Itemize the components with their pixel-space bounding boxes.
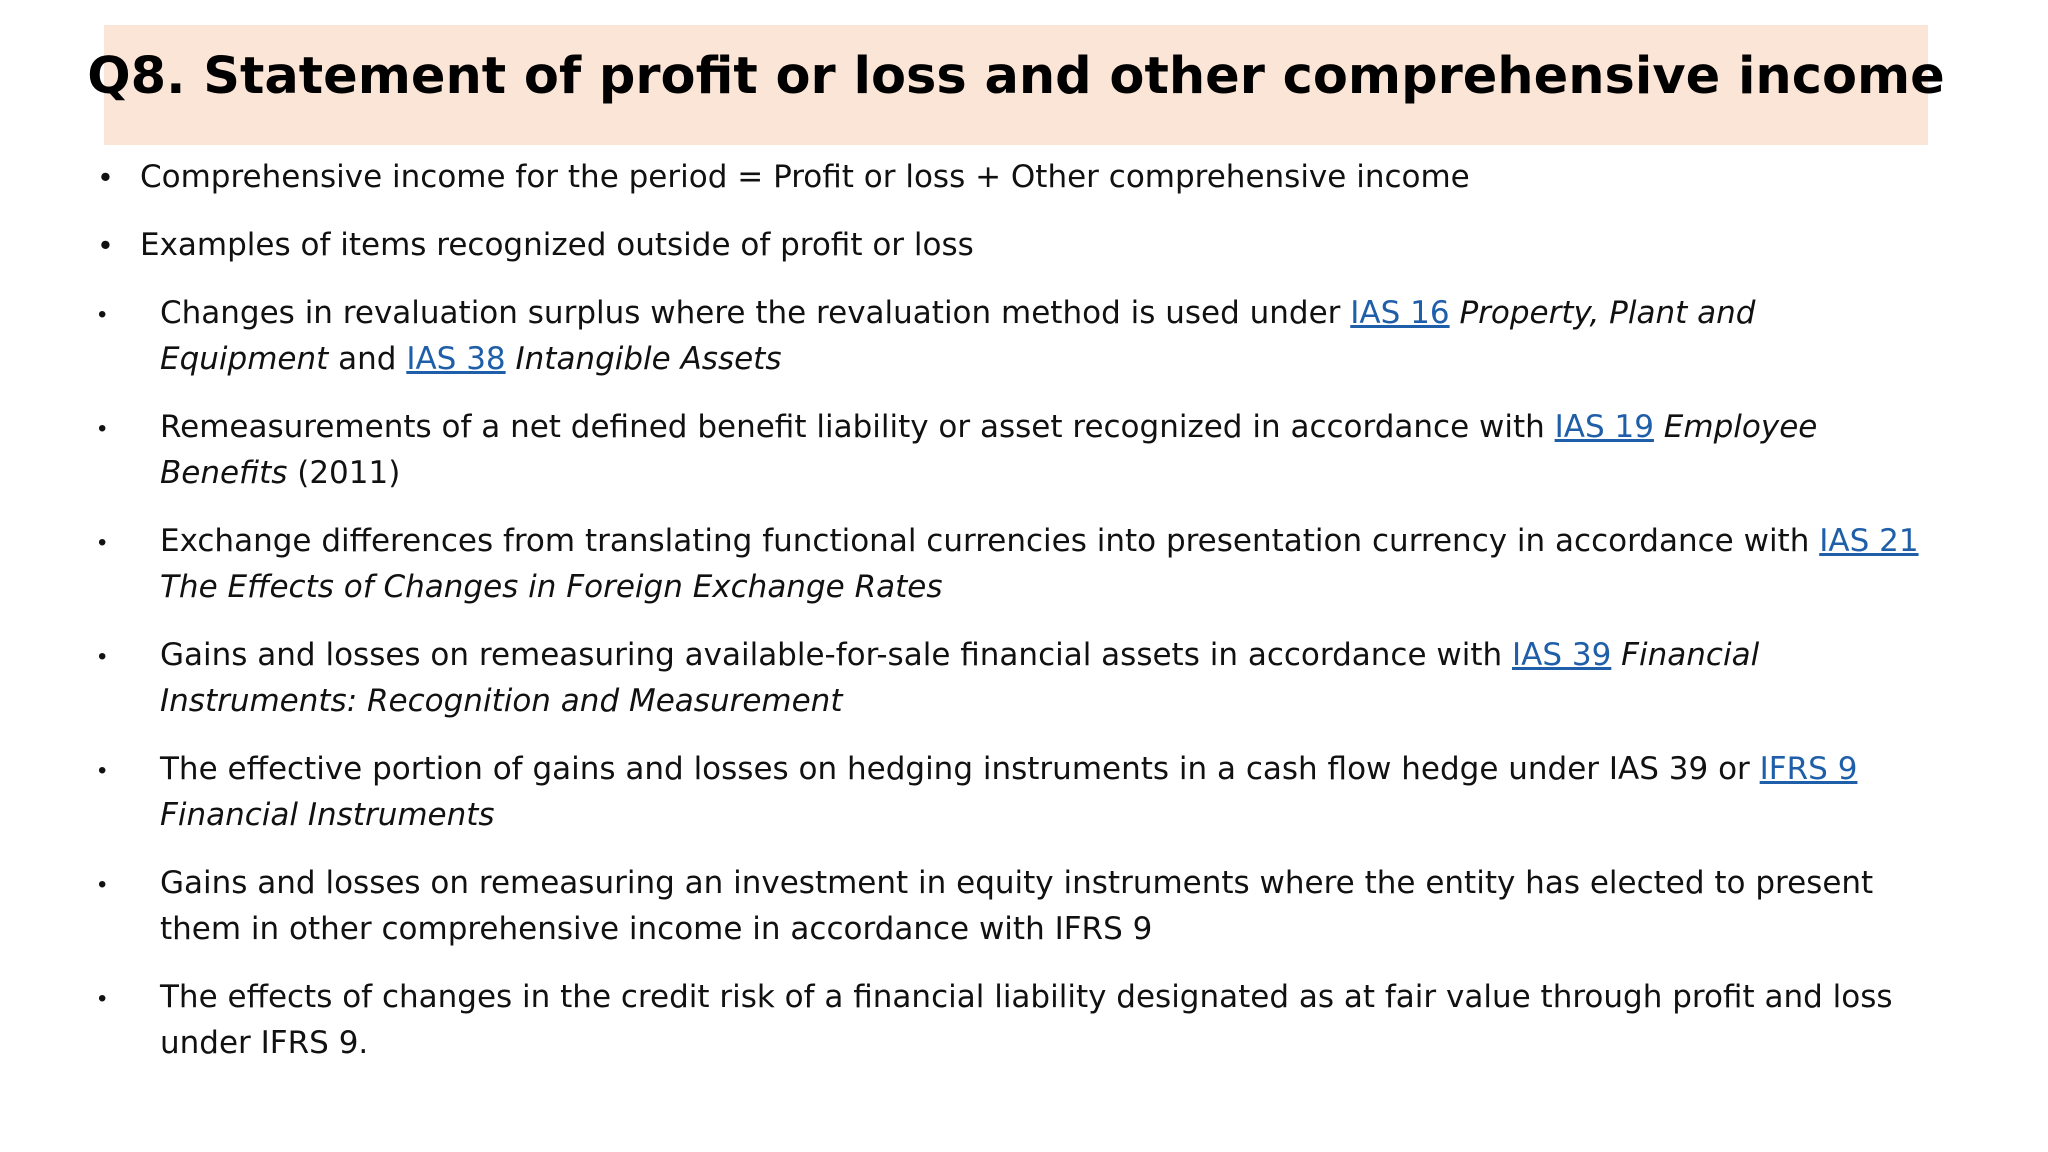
bullet-marker: • xyxy=(100,159,111,194)
bullet-marker: • xyxy=(98,301,107,328)
list-item-available-for-sale xyxy=(160,632,1920,724)
bullet-marker: • xyxy=(98,985,107,1012)
item-italic-title: Employee Benefits xyxy=(160,409,1818,491)
item-italic-title: Financial Instruments: Recognition and Measurement xyxy=(160,637,1760,719)
link-ias-21[interactable]: IAS 21 xyxy=(1819,523,1919,559)
item-text: The effective portion of gains and losses on hedging instruments in a cash flow hedge under IAS 39 or xyxy=(160,751,1760,787)
item-text: The effects of changes in the credit risk of a financial liability designated as at fair value through profit and loss under IFRS 9. xyxy=(160,979,1893,1061)
list-item-credit-risk xyxy=(160,974,1920,1066)
bullet-marker: • xyxy=(98,415,107,442)
slide-title: Q8. Statement of profit or loss and other comprehensive income xyxy=(87,46,1945,106)
item-italic-title: The Effects of Changes in Foreign Exchange Rates xyxy=(160,569,943,605)
list-item-equity-instruments xyxy=(160,860,1920,952)
item-text: Gains and losses on remeasuring an investment in equity instruments where the entity has elected to present them in other comprehensive income in accordance with IFRS 9 xyxy=(160,865,1874,947)
bullet-marker: • xyxy=(98,529,107,556)
list-item-cash-flow-hedge xyxy=(160,746,1920,838)
item-text: Exchange differences from translating functional currencies into presentation currency in accordance with xyxy=(160,523,1820,559)
item-text: Remeasurements of a net defined benefit liability or asset recognized in accordance with xyxy=(160,409,1555,445)
link-ias-19[interactable]: IAS 19 xyxy=(1554,409,1654,445)
bullet-marker: • xyxy=(98,643,107,670)
list-item-remeasurements xyxy=(160,404,1920,496)
list-item-exchange-differences xyxy=(160,518,1920,610)
link-ias-16[interactable]: IAS 16 xyxy=(1350,295,1450,331)
bullet-marker: • xyxy=(98,757,107,784)
link-ias-39[interactable]: IAS 39 xyxy=(1512,637,1612,673)
item-italic-title: Property, Plant and Equipment xyxy=(160,295,1756,377)
bullet-comprehensive-income: Comprehensive income for the period = Profit or loss + Other comprehensive income xyxy=(140,159,1470,195)
item-italic-title: Intangible Assets xyxy=(505,341,782,377)
link-ias-38[interactable]: IAS 38 xyxy=(406,341,506,377)
bullet-examples-heading: Examples of items recognized outside of profit or loss xyxy=(140,227,974,263)
item-italic-title: Financial Instruments xyxy=(160,797,495,833)
bullet-marker: • xyxy=(100,227,111,262)
item-text: (2011) xyxy=(287,455,401,491)
link-ifrs-9[interactable]: IFRS 9 xyxy=(1759,751,1858,787)
item-text: and xyxy=(328,341,407,377)
bullet-marker: • xyxy=(98,871,107,898)
item-text: Changes in revaluation surplus where the revaluation method is used under xyxy=(160,295,1351,331)
item-text: Gains and losses on remeasuring available-for-sale financial assets in accordance with xyxy=(160,637,1512,673)
list-item-revaluation-surplus xyxy=(160,290,1920,382)
